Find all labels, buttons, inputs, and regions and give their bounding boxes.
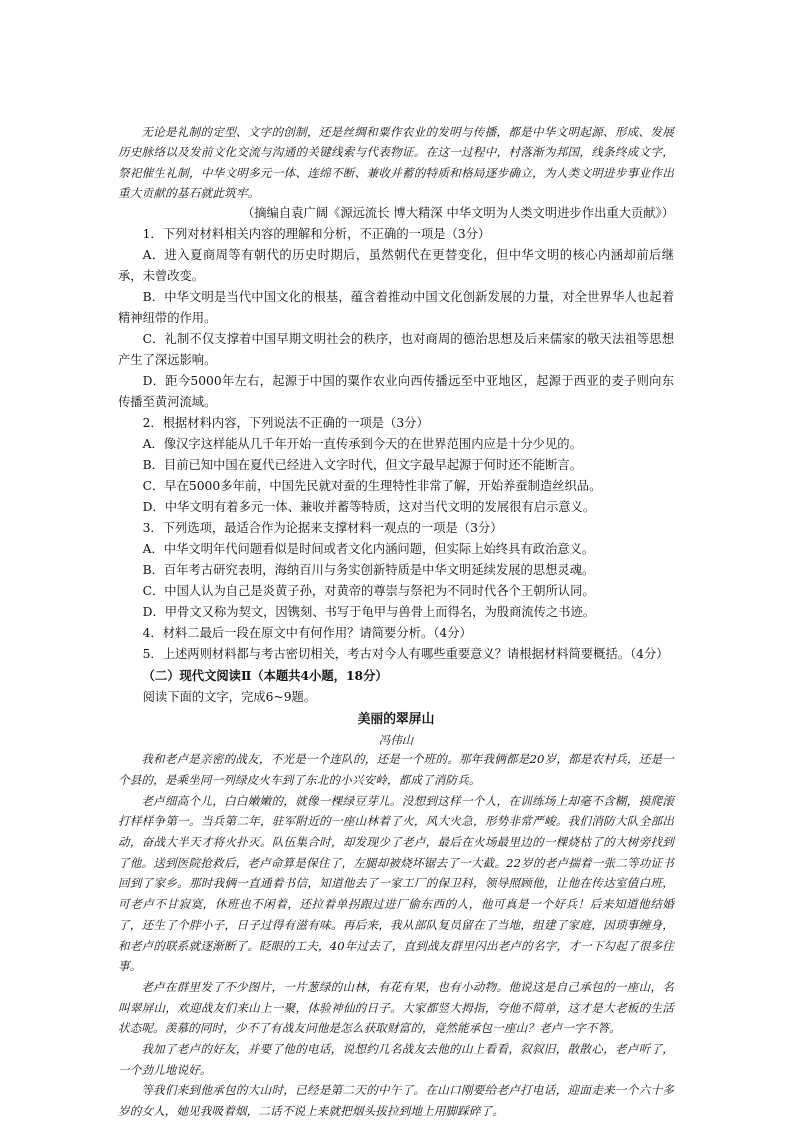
question-5: 5．上述两则材料都与考古密切相关，考古对今人有哪些重要意义？请根据材料简要概括。（4分） — [142, 647, 669, 662]
question-2-option-c: C．早在5000多年前，中国先民就对蚕的生理特性非常了解，开始养蚕制造丝织品。 — [142, 479, 602, 494]
question-3-stem: 3．下列选项，最适合作为论据来支撑材料一观点的一项是（3分） — [142, 521, 503, 536]
story-author: 冯伟山 — [378, 733, 414, 748]
section-heading-text: （二）现代文阅读Ⅱ（本题共4小题，18分） — [142, 668, 388, 684]
question-1-option-b: B．中华文明是当代中国文化的根基，蕴含着推动中国文化创新发展的力量，对全世界华人也起着精神纽带的作用。 — [118, 290, 674, 326]
question-3 — [118, 518, 674, 623]
section-instruction: 阅读下面的文字，完成6~9题。 — [142, 690, 317, 705]
question-3-option-d: D．甲骨文又称为契文，因镌刻、书写于龟甲与兽骨上而得名，为殷商流传之书迹。 — [142, 605, 596, 620]
page-content — [118, 122, 674, 1122]
question-1-option-d: D．距今5000年左右，起源于中国的粟作农业向西传播远至中亚地区，起源于西亚的麦子则向东传播至黄河流域。 — [118, 374, 674, 410]
question-2-option-b: B．目前已知中国在夏代已经进入文字时代，但文字最早起源于何时还不能断言。 — [142, 458, 583, 473]
question-2 — [118, 413, 674, 518]
story-paragraph-3: 老卢在群里发了不少图片，一片葱绿的山林，有花有果，也有小动物。他说这是自己承包的一座山，名叫翠屏山，欢迎战友们来山上一聚，体验神仙的日子。大家都竖大拇指，夸他不简单，这才是大老板的生活状态呢。羡慕的同时，少不了有战友问他是怎么获取财富的，竟然能承包一座山？老卢一字不答。 — [118, 979, 674, 1036]
story-paragraph-4: 我加了老卢的好友，并要了他的电话，说想约几名战友去他的山上看看，叙叙旧，散散心，老卢听了，一个劲儿地说好。 — [118, 1042, 674, 1077]
question-3-option-c: C．中国人认为自己是炎黄子孙，对黄帝的尊崇与祭祀为不同时代各个王朝所认同。 — [142, 584, 595, 599]
question-2-option-d: D．中华文明有着多元一体、兼收并蓄等特质，这对当代文明的发展很有启示意义。 — [142, 500, 596, 515]
question-4: 4．材料二最后一段在原文中有何作用？请简要分析。（4分） — [142, 626, 472, 641]
material-paragraph: 无论是礼制的定型、文字的创制，还是丝绸和粟作农业的发明与传播，都是中华文明起源、形成、发展历史脉络以及发前文化交流与沟通的关键线索与代表物证。在这一过程中，村落渐为邦国，线条终成文字，祭祀催生礼制，中华文明多元一体、连绵不断、兼收并蓄的特质和格局逐步确立，为人类文明进步事业作出重大贡献的基石就此筑牢。 — [118, 125, 674, 200]
material-source: （摘编自袁广阔《源远流长 博大精深 中华文明为人类文明进步作出重大贡献》） — [241, 206, 674, 221]
story-paragraph-1: 我和老卢是亲密的战友，不光是一个连队的，还是一个班的。那年我俩都是20岁，都是农村兵，还是一个县的，是乘坐同一列绿皮火车到了东北的小兴安岭，都成了消防兵。 — [118, 752, 674, 787]
question-2-stem: 2．根据材料内容，下列说法不正确的一项是（3分） — [142, 416, 429, 431]
question-2-option-a: A．像汉字这样能从几千年开始一直传承到今天的在世界范围内应是十分少见的。 — [142, 437, 582, 452]
story-title: 美丽的翠屏山 — [357, 712, 435, 728]
question-1-option-c: C．礼制不仅支撑着中国早期文明社会的秩序，也对商周的德治思想及后来儒家的敬天法祖等思想产生了深远影响。 — [118, 332, 674, 368]
question-3-option-a: A．中华文明年代问题看似是时间或者文化内涵问题，但实际上始终具有政治意义。 — [142, 542, 595, 557]
story-paragraph-5: 等我们来到他承包的大山时，已经是第二天的中午了。在山口刚要给老卢打电话，迎面走来一个六十多岁的女人，她见我吸着烟，二话不说上来就把烟头拔拉到地上用脚踩碎了。 — [118, 1083, 674, 1119]
story-paragraph-2: 老卢细高个儿，白白嫩嫩的，就像一棵绿豆芽儿。没想到这样一个人，在训练场上却毫不含糊，摸爬滚打样样争第一。当兵第二年，驻军附近的一座山林着了火，风大火急，形势非常严峻。我们消防大队全部出动，奋战大半天才将火扑灭。队伍集合时，却发现少了老卢，最后在火场最里边的一棵烧枯了的大树旁找到了他。送到医院抢救后，老卢命算是保住了，左腿却被烧坏锯去了一大截。22岁的老卢揣着一张二等功证书回到了家乡。那时我俩一直通着书信，知道他去了一家工厂的保卫科，领导照顾他，让他在传达室值白班，可老卢不甘寂寞，休班也不闲着，还拉着单拐跟过进厂偷东西的人，他可真是一个好兵！后来知道他结婚了，还生了个胖小子，日子过得有滋有味。再后来，我从部队复员留在了当地，组建了家庭，因琐事缠身，和老卢的联系就逐渐断了。眨眼的工夫，40年过去了，直到战友群里闪出老卢的名字，才一下勾起了很多往事。 — [118, 793, 674, 974]
section-heading — [118, 665, 674, 687]
question-1 — [118, 224, 674, 413]
question-1-option-a: A．进入夏商周等有朝代的历史时期后，虽然朝代在更替变化，但中华文明的核心内涵却前后继承，未曾改变。 — [118, 248, 674, 284]
question-1-stem: 1．下列对材料相关内容的理解和分析，不正确的一项是（3分） — [142, 227, 491, 242]
question-3-option-b: B．百年考古研究表明，海纳百川与务实创新特质是中华文明延续发展的思想灵魂。 — [142, 563, 595, 578]
